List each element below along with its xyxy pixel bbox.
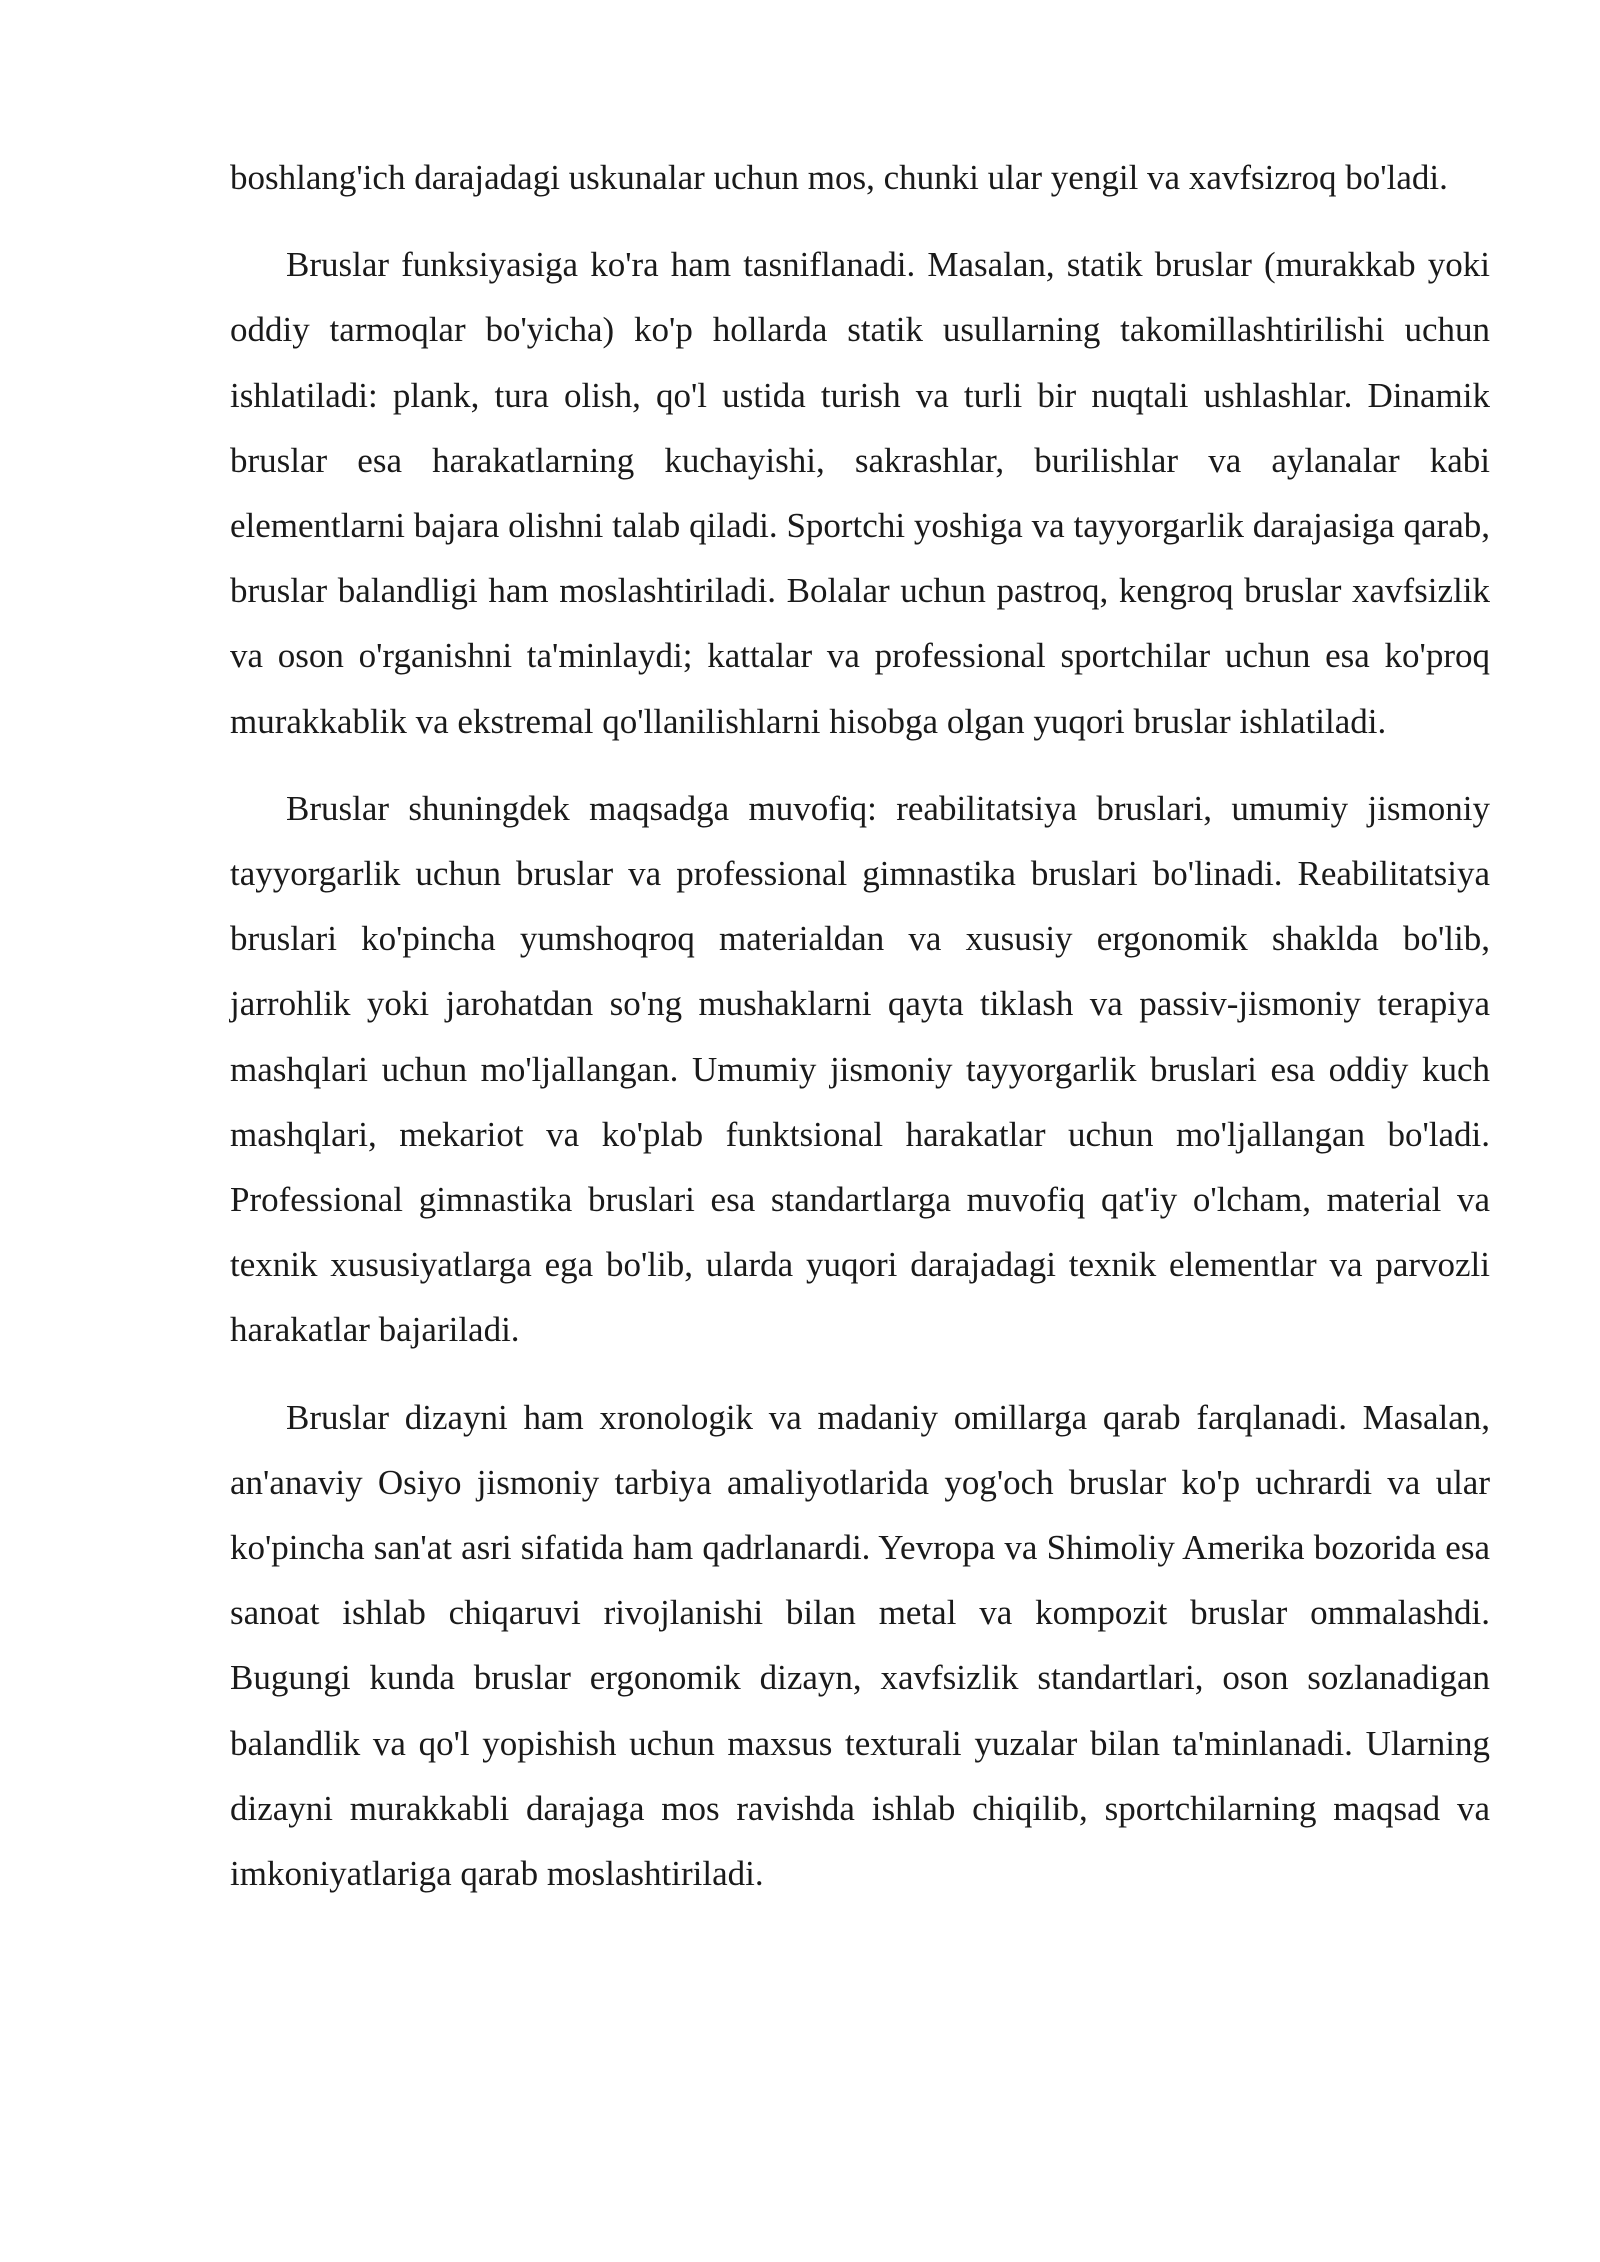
paragraph-purpose-classification: Bruslar shuningdek maqsadga muvofiq: reabilitatsiya bruslari, umumiy jismoniy tayyorgarlik uchun bruslar va professional gimnastika bruslari bo'linadi. Reabilitatsiya bruslari ko'pincha yumshoqroq materialdan va xususiy ergonomik shaklda bo'lib, jarrohlik yoki jarohatdan so'ng mushaklarni qayta tiklash va passiv-jismoniy terapiya mashqlari uchun mo'ljallangan. Umumiy jismoniy tayyorgarlik bruslari esa oddiy kuch mashqlari, mekariot va ko'plab funktsional harakatlar uchun mo'ljallangan bo'ladi. Professional gimnastika bruslari esa standartlarga muvofiq qat'iy o'lcham, material va texnik xususiyatlarga ega bo'lib, ularda yuqori darajadagi texnik elementlar va parvozli harakatlar bajariladi.: [230, 788, 1490, 1350]
document-body: [230, 145, 1490, 1928]
paragraph-continued: boshlang'ich darajadagi uskunalar uchun mos, chunki ular yengil va xavfsizroq bo'ladi.: [230, 158, 1448, 197]
paragraph-function-classification: Bruslar funksiyasiga ko'ra ham tasniflanadi. Masalan, statik bruslar (murakkab yoki oddiy tarmoqlar bo'yicha) ko'p hollarda statik usullarning takomillashtirilishi uchun ishlatiladi: plank, tura olish, qo'l ustida turish va turli bir nuqtali ushlashlar. Dinamik bruslar esa harakatlarning kuchayishi, sakrashlar, burilishlar va aylanalar kabi elementlarni bajara olishni talab qiladi. Sportchi yoshiga va tayyorgarlik darajasiga qarab, bruslar balandligi ham moslashtiriladi. Bolalar uchun pastroq, kengroq bruslar xavfsizlik va oson o'rganishni ta'minlaydi; kattalar va professional sportchilar uchun esa ko'proq murakkablik va ekstremal qo'llanilishlarni hisobga olgan yuqori bruslar ishlatiladi.: [230, 245, 1490, 741]
paragraph-design-differences: Bruslar dizayni ham xronologik va madaniy omillarga qarab farqlanadi. Masalan, an'anaviy Osiyo jismoniy tarbiya amaliyotlarida yog'och bruslar ko'p uchrardi va ular ko'pincha san'at asri sifatida ham qadrlanardi. Yevropa va Shimoliy Amerika bozorida esa sanoat ishlab chiqaruvi rivojlanishi bilan metal va kompozit bruslar ommalashdi. Bugungi kunda bruslar ergonomik dizayn, xavfsizlik standartlari, oson sozlanadigan balandlik va qo'l yopishish uchun maxsus texturali yuzalar bilan ta'minlanadi. Ularning dizayni murakkabli darajaga mos ravishda ishlab chiqilib, sportchilarning maqsad va imkoniyatlariga qarab moslashtiriladi.: [230, 1397, 1490, 1894]
